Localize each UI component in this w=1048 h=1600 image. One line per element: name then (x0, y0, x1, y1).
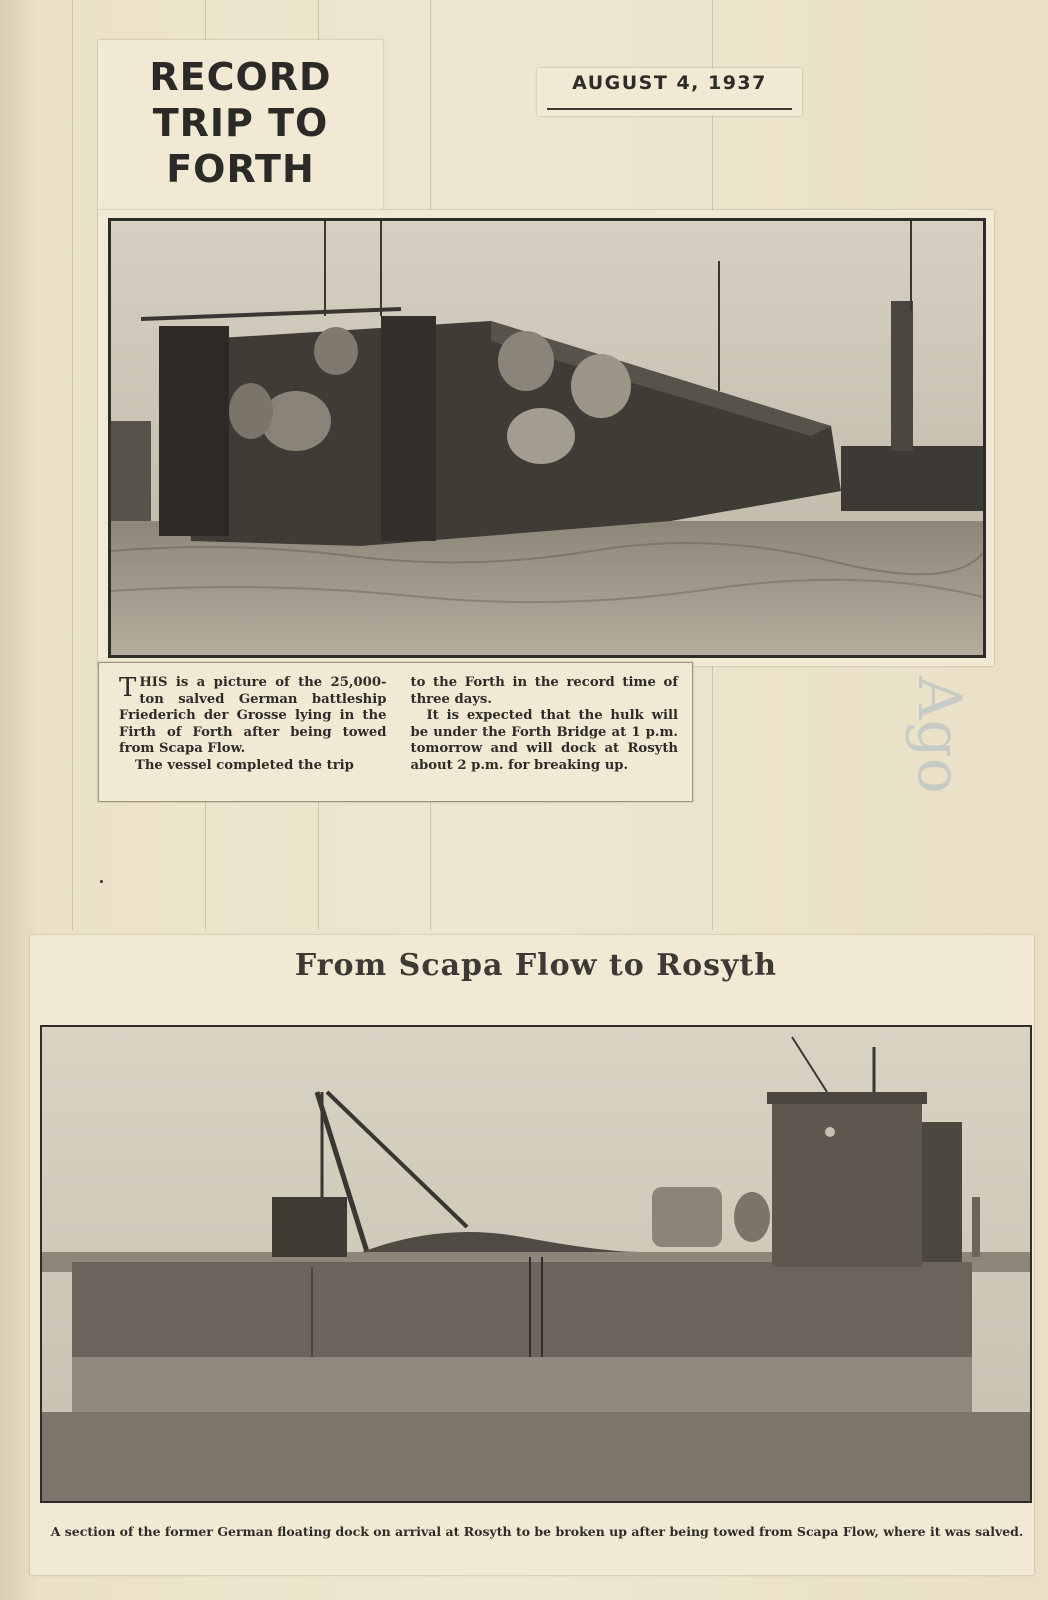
section-headline: From Scapa Flow to Rosyth (294, 948, 778, 983)
caption-text: HIS is a picture of the 25,000-ton salved German battleship Friederich der Grosse lying in the Firth of Forth after being towed from Scapa Flow. (119, 675, 387, 757)
photo-caption (98, 662, 693, 802)
ink-spot (100, 880, 103, 883)
caption-column (119, 675, 387, 793)
headline-line: TRIP TO (152, 101, 329, 145)
floating-dock-photo (40, 1025, 1032, 1503)
ruling-line (72, 0, 73, 930)
date-stamp: AUGUST 4, 1937 (537, 68, 802, 116)
dock-caption: A section of the former German floating dock on arrival at Rosyth to be broken up after being towed from Scapa Flow, where it was salved. (50, 1524, 1024, 1539)
battleship-photo (108, 218, 986, 658)
headline-line: FORTH (166, 147, 315, 191)
caption-column (411, 675, 679, 793)
dropcap: T (119, 673, 137, 703)
bleed-through-text: Ago (903, 676, 974, 794)
headline-line: RECORD (149, 55, 332, 99)
headline (98, 40, 383, 210)
caption-text: The vessel completed the trip (135, 757, 354, 773)
caption-text: to the Forth in the record time of three days. (410, 675, 678, 707)
caption-text: It is expected that the hulk will be under the Forth Bridge at 1 p.m. tomorrow and will dock at Rosyth about 2 p.m. for breaking up. (410, 708, 678, 773)
